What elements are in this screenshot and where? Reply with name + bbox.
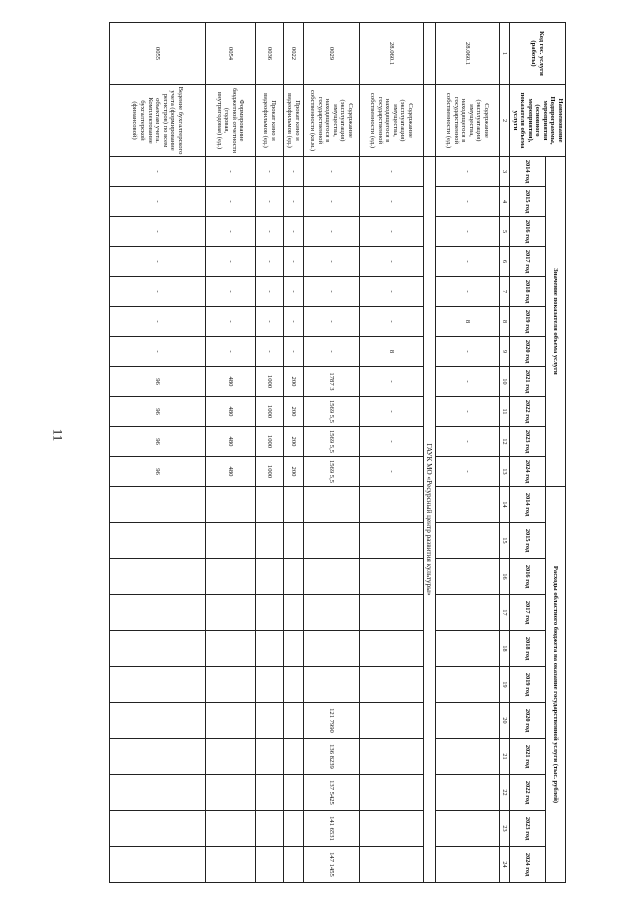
column-number: 21	[499, 739, 509, 775]
budget-value	[109, 739, 205, 775]
volume-value: -	[303, 247, 359, 277]
volume-value: 8	[435, 307, 499, 337]
service-code: 0055	[109, 23, 205, 85]
page-number: 11	[50, 428, 66, 442]
volume-value: -	[109, 337, 205, 367]
budget-value	[109, 559, 205, 595]
volume-value: -	[435, 367, 499, 397]
budget-year-header: 2016 год	[509, 559, 545, 595]
column-number: 4	[499, 187, 509, 217]
budget-value	[283, 847, 303, 883]
volume-value: 96	[109, 367, 205, 397]
volume-value: -	[255, 337, 283, 367]
volume-year-header: 2022 год	[509, 397, 545, 427]
budget-value	[255, 775, 283, 811]
volume-value: -	[359, 277, 423, 307]
budget-value: 141 6531	[303, 811, 359, 847]
service-name: Содержание (эксплуатация) имущества, находящегося в государственной собственности (ед.)	[359, 85, 423, 157]
volume-value: -	[435, 397, 499, 427]
budget-value	[205, 775, 255, 811]
budget-value	[283, 667, 303, 703]
budget-value: 147 1455	[303, 847, 359, 883]
volume-value: -	[109, 277, 205, 307]
header-code: Код гос. услуги (работы)	[509, 23, 565, 85]
budget-value	[359, 739, 423, 775]
column-number: 10	[499, 367, 509, 397]
budget-value: 136 8239	[303, 739, 359, 775]
volume-value: -	[303, 157, 359, 187]
budget-value	[283, 703, 303, 739]
volume-value: -	[109, 217, 205, 247]
volume-value: 1569 5,5	[303, 427, 359, 457]
column-number: 8	[499, 307, 509, 337]
volume-value: -	[205, 247, 255, 277]
budget-value	[283, 739, 303, 775]
column-number: 7	[499, 277, 509, 307]
organization-row	[423, 23, 435, 883]
budget-year-header: 2022 год	[509, 775, 545, 811]
column-number: 3	[499, 157, 509, 187]
empty-cell	[423, 85, 435, 157]
volume-value: 1000	[255, 427, 283, 457]
volume-value: 480	[205, 397, 255, 427]
budget-value	[205, 559, 255, 595]
volume-value: 480	[205, 457, 255, 487]
volume-value: -	[303, 307, 359, 337]
volume-value: -	[359, 217, 423, 247]
budget-value	[435, 847, 499, 883]
budget-value	[255, 703, 283, 739]
volume-year-header: 2015 год	[509, 187, 545, 217]
volume-value: -	[109, 307, 205, 337]
volume-year-header: 2017 год	[509, 247, 545, 277]
budget-year-header: 2018 год	[509, 631, 545, 667]
volume-value: -	[283, 307, 303, 337]
volume-value: -	[303, 277, 359, 307]
budget-value	[205, 487, 255, 523]
volume-value: -	[255, 307, 283, 337]
budget-year-header: 2023 год	[509, 811, 545, 847]
budget-year-header: 2020 год	[509, 703, 545, 739]
volume-value: -	[205, 187, 255, 217]
budget-value	[205, 523, 255, 559]
budget-value	[359, 523, 423, 559]
column-number: 22	[499, 775, 509, 811]
organization-name: ГАУК МО «Ресурсный центр развития культуры»	[423, 157, 435, 883]
volume-value: -	[435, 337, 499, 367]
volume-value: 200	[283, 427, 303, 457]
service-name: Прокат кино и видеофильмов (ед.)	[283, 85, 303, 157]
volume-year-header: 2014 год	[509, 157, 545, 187]
volume-value: -	[435, 157, 499, 187]
volume-value: 1000	[255, 397, 283, 427]
budget-value	[359, 559, 423, 595]
budget-value	[205, 703, 255, 739]
volume-value: -	[435, 247, 499, 277]
volume-value: -	[359, 157, 423, 187]
volume-value: -	[283, 337, 303, 367]
budget-value	[283, 559, 303, 595]
budget-value	[205, 631, 255, 667]
volume-year-header: 2019 год	[509, 307, 545, 337]
budget-year-header: 2015 год	[509, 523, 545, 559]
volume-year-header: 2016 год	[509, 217, 545, 247]
column-number: 14	[499, 487, 509, 523]
volume-value: 1569 5,5	[303, 397, 359, 427]
volume-value: -	[205, 277, 255, 307]
budget-value	[359, 811, 423, 847]
service-code: 28.060.1	[435, 23, 499, 85]
volume-value: -	[255, 277, 283, 307]
volume-value: -	[205, 337, 255, 367]
volume-value: -	[255, 157, 283, 187]
budget-value	[283, 811, 303, 847]
table-row	[205, 23, 255, 883]
budget-value	[359, 667, 423, 703]
column-number: 19	[499, 667, 509, 703]
budget-value	[109, 631, 205, 667]
volume-value: 8	[359, 337, 423, 367]
budget-value	[283, 487, 303, 523]
column-number: 9	[499, 337, 509, 367]
volume-value: 480	[205, 427, 255, 457]
volume-value: -	[283, 277, 303, 307]
budget-value	[303, 523, 359, 559]
budget-value	[359, 487, 423, 523]
volume-value: -	[303, 337, 359, 367]
column-number: 2	[499, 85, 509, 157]
budget-value	[205, 667, 255, 703]
service-name: Содержание (эксплуатация) имущества, находящегося в государственной собственности (кв.м.)	[303, 85, 359, 157]
service-name: Содержание (эксплуатация) имущества, находящегося в государственной собственности (ед.)	[435, 85, 499, 157]
budget-value	[109, 487, 205, 523]
table-row	[435, 23, 499, 883]
header-volume-group: Значение показателя объема услуги	[545, 157, 565, 487]
volume-value: -	[359, 187, 423, 217]
budget-year-header: 2021 год	[509, 739, 545, 775]
volume-year-header: 2024 год	[509, 457, 545, 487]
budget-year-header: 2019 год	[509, 667, 545, 703]
column-number: 15	[499, 523, 509, 559]
budget-value	[359, 847, 423, 883]
budget-value	[255, 739, 283, 775]
budget-year-header: 2017 год	[509, 595, 545, 631]
volume-value: -	[435, 277, 499, 307]
column-number: 18	[499, 631, 509, 667]
volume-value: -	[205, 307, 255, 337]
column-number: 17	[499, 595, 509, 631]
budget-value	[435, 775, 499, 811]
service-name: Прокат кино и видеофильмов (ед.)	[255, 85, 283, 157]
volume-value: -	[205, 157, 255, 187]
volume-value: -	[255, 217, 283, 247]
budget-value	[435, 595, 499, 631]
budget-value	[205, 595, 255, 631]
service-code: 28.060.1	[359, 23, 423, 85]
column-number: 20	[499, 703, 509, 739]
volume-value: -	[283, 217, 303, 247]
volume-year-header: 2020 год	[509, 337, 545, 367]
table-row	[303, 23, 359, 883]
budget-value	[303, 487, 359, 523]
table-row	[109, 23, 205, 883]
volume-value: -	[205, 217, 255, 247]
volume-value: 200	[283, 367, 303, 397]
budget-value	[435, 667, 499, 703]
volume-value: -	[109, 157, 205, 187]
budget-value: 121 7990	[303, 703, 359, 739]
budget-value	[109, 847, 205, 883]
budget-value	[109, 703, 205, 739]
volume-value: -	[359, 247, 423, 277]
budget-value	[303, 667, 359, 703]
volume-value: -	[435, 457, 499, 487]
volume-value: 1000	[255, 367, 283, 397]
volume-year-header: 2021 год	[509, 367, 545, 397]
budget-value	[255, 595, 283, 631]
service-code: 0036	[255, 23, 283, 85]
budget-value	[303, 595, 359, 631]
volume-value: -	[435, 217, 499, 247]
budget-value	[255, 847, 283, 883]
budget-value	[359, 775, 423, 811]
budget-value	[109, 523, 205, 559]
volume-value: 96	[109, 427, 205, 457]
volume-value: -	[303, 187, 359, 217]
budget-value	[435, 739, 499, 775]
budget-value	[303, 559, 359, 595]
volume-value: -	[283, 187, 303, 217]
volume-value: -	[255, 247, 283, 277]
budget-value	[255, 487, 283, 523]
volume-value: 480	[205, 367, 255, 397]
volume-value: -	[255, 187, 283, 217]
budget-value: 137 5425	[303, 775, 359, 811]
volume-value: -	[359, 367, 423, 397]
column-number: 24	[499, 847, 509, 883]
budget-value	[359, 703, 423, 739]
volume-value: 1569 5,5	[303, 457, 359, 487]
budget-value	[283, 595, 303, 631]
volume-value: -	[283, 157, 303, 187]
budget-value	[435, 523, 499, 559]
budget-table	[109, 22, 566, 883]
volume-value: -	[109, 187, 205, 217]
budget-value	[435, 811, 499, 847]
budget-year-header: 2014 год	[509, 487, 545, 523]
volume-value: -	[359, 457, 423, 487]
header-budget-group: Расходы областного бюджета на оказание государственной услуги (тыс. рублей)	[545, 487, 565, 883]
budget-value	[255, 631, 283, 667]
volume-value: 200	[283, 397, 303, 427]
volume-value: -	[109, 247, 205, 277]
volume-value: -	[303, 217, 359, 247]
volume-value: -	[359, 307, 423, 337]
budget-value	[283, 775, 303, 811]
volume-value: 1000	[255, 457, 283, 487]
budget-value	[435, 487, 499, 523]
budget-value	[283, 631, 303, 667]
budget-value	[255, 523, 283, 559]
budget-value	[359, 595, 423, 631]
table-row	[283, 23, 303, 883]
budget-value	[205, 739, 255, 775]
budget-year-header: 2024 год	[509, 847, 545, 883]
empty-cell	[423, 23, 435, 85]
column-number: 6	[499, 247, 509, 277]
column-number: 5	[499, 217, 509, 247]
budget-value	[303, 631, 359, 667]
service-code: 0022	[283, 23, 303, 85]
budget-value	[255, 559, 283, 595]
table-row	[359, 23, 423, 883]
column-number: 13	[499, 457, 509, 487]
volume-value: -	[359, 427, 423, 457]
volume-value: 200	[283, 457, 303, 487]
budget-value	[109, 667, 205, 703]
budget-value	[435, 703, 499, 739]
budget-value	[359, 631, 423, 667]
column-number: 12	[499, 427, 509, 457]
volume-year-header: 2023 год	[509, 427, 545, 457]
volume-value: 96	[109, 397, 205, 427]
service-code: 0029	[303, 23, 359, 85]
budget-value	[255, 667, 283, 703]
service-name: Формирование бюджетной отчетности (годовая, внутригодовая) (ед.)	[205, 85, 255, 157]
budget-value	[109, 595, 205, 631]
service-name: Ведение бухгалтерского учета (формирование регистров) по всем объектам учета. Комплектование бухгалтерской (финансовой)	[109, 85, 205, 157]
column-number: 16	[499, 559, 509, 595]
volume-value: 96	[109, 457, 205, 487]
volume-value: -	[283, 247, 303, 277]
service-code: 0054	[205, 23, 255, 85]
volume-year-header: 2018 год	[509, 277, 545, 307]
budget-value	[435, 559, 499, 595]
volume-value: 1787 3	[303, 367, 359, 397]
volume-value: -	[359, 397, 423, 427]
budget-value	[435, 631, 499, 667]
column-number: 23	[499, 811, 509, 847]
column-number: 11	[499, 397, 509, 427]
header-name: Наименование Подпрограммы, мероприятия (основного мероприятия), показателя объема услуги	[509, 85, 565, 157]
budget-value	[109, 811, 205, 847]
budget-value	[109, 775, 205, 811]
budget-value	[283, 523, 303, 559]
column-number: 1	[499, 23, 509, 85]
budget-value	[255, 811, 283, 847]
volume-value: -	[435, 427, 499, 457]
budget-value	[205, 811, 255, 847]
volume-value: -	[435, 187, 499, 217]
table-row	[255, 23, 283, 883]
budget-value	[205, 847, 255, 883]
